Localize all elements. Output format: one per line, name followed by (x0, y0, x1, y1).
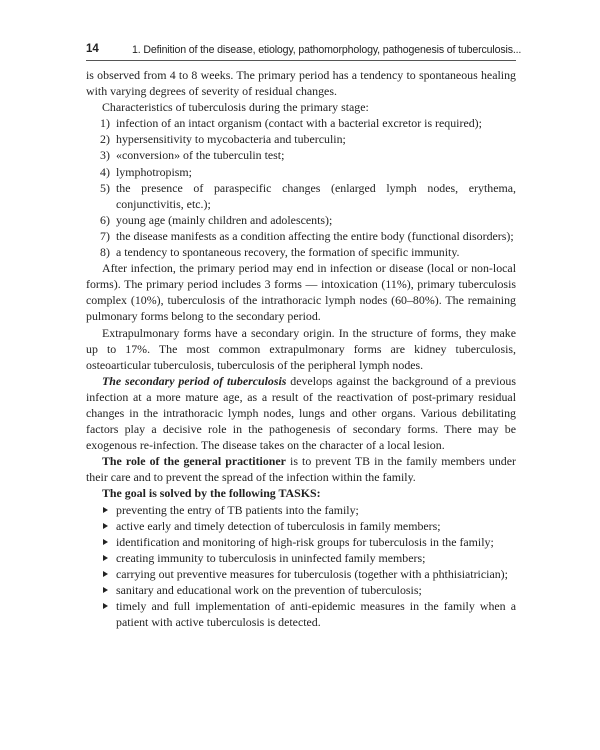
characteristic-text: the presence of paraspecific changes (enlarged lymph nodes, erythema, conjunctivitis, etc.); (116, 180, 516, 211)
triangle-bullet-icon (103, 539, 108, 545)
characteristic-text: a tendency to spontaneous recovery, the formation of specific immunity. (116, 245, 460, 260)
list-marker: 5) (100, 180, 110, 195)
tasks-list (86, 502, 516, 631)
task-item (86, 534, 516, 550)
task-item (86, 582, 516, 598)
characteristic-text: hypersensitivity to mycobacteria and tuberculin; (116, 132, 346, 147)
page-body (86, 67, 516, 630)
characteristic-item (86, 244, 516, 260)
list-marker: 7) (100, 228, 110, 243)
page-number: 14 (86, 43, 99, 55)
secondary-period-text: develops against the background of a previous infection at a more mature age, as a result of the reactivation of post-primary residual changes in the intrathoracic lymph nodes, lungs and other organs. Various debilitating factors play a decisive role in the pathogenesis of secondary forms. There may be exogenous re-infection. The disease takes on the character of a local lesion. (86, 373, 516, 453)
paragraph-secondary-period (86, 373, 516, 453)
tasks-heading: The goal is solved by the following TASKS: (102, 486, 321, 501)
characteristics-list (86, 115, 516, 260)
characteristic-item (86, 164, 516, 180)
triangle-bullet-icon (103, 571, 108, 577)
characteristics-intro: Characteristics of tuberculosis during the primary stage: (102, 100, 369, 115)
task-item (86, 518, 516, 534)
list-marker: 2) (100, 132, 110, 147)
secondary-period-term: The secondary period of tuberculosis (102, 373, 287, 388)
running-header (86, 40, 522, 61)
characteristic-item (86, 147, 516, 163)
list-marker: 8) (100, 245, 110, 260)
task-text: carrying out preventive measures for tuberculosis (together with a phthisiatrician); (116, 566, 508, 581)
characteristic-item (86, 228, 516, 244)
task-text: preventing the entry of TB patients into the family; (116, 502, 359, 517)
triangle-bullet-icon (103, 603, 108, 609)
list-marker: 3) (100, 148, 110, 163)
characteristic-item (86, 131, 516, 147)
list-marker: 6) (100, 212, 110, 227)
task-text: timely and full implementation of anti-epidemic measures in the family when a patient with active tuberculosis is detected. (116, 599, 516, 630)
task-item (86, 566, 516, 582)
task-text: creating immunity to tuberculosis in uninfected family members; (116, 550, 426, 565)
task-text: identification and monitoring of high-risk groups for tuberculosis in the family; (116, 534, 494, 549)
paragraph-primary-period: is observed from 4 to 8 weeks. The primary period has a tendency to spontaneous healing with varying degrees of severity of residual changes. (86, 68, 516, 99)
characteristic-text: the disease manifests as a condition affecting the entire body (functional disorders); (116, 228, 514, 243)
characteristic-item (86, 115, 516, 131)
gp-role-text: is to prevent TB in the family members under their care and to prevent the spread of the infection within the family. (86, 454, 516, 485)
triangle-bullet-icon (103, 555, 108, 561)
characteristic-text: infection of an intact organism (contact with a bacterial excretor is required); (116, 116, 482, 131)
gp-role-term: The role of the general practitioner (102, 454, 286, 469)
paragraph-primary-forms: After infection, the primary period may end in infection or disease (local or non-local forms). The primary period includes 3 forms — intoxication (11%), primary tuberculosis complex (10%), tuberculosis of the intrathoracic lymph nodes (60–80%). The remaining pulmonary forms belong to the secondary period. (86, 261, 516, 324)
chapter-title: 1. Definition of the disease, etiology, pathomorphology, pathogenesis of tuberculosis... (132, 44, 522, 56)
list-marker: 1) (100, 116, 110, 131)
characteristic-text: «conversion» of the tuberculin test; (116, 148, 285, 163)
characteristic-text: young age (mainly children and adolescents); (116, 212, 333, 227)
triangle-bullet-icon (103, 587, 108, 593)
task-text: active early and timely detection of tuberculosis in family members; (116, 518, 441, 533)
characteristic-item (86, 212, 516, 228)
list-marker: 4) (100, 164, 110, 179)
task-item (86, 502, 516, 518)
triangle-bullet-icon (103, 507, 108, 513)
task-text: sanitary and educational work on the prevention of tuberculosis; (116, 583, 422, 597)
paragraph-extrapulmonary: Extrapulmonary forms have a secondary origin. In the structure of forms, they make up to 17%. The most common extrapulmonary forms are kidney tuberculosis, osteoarticular tuberculosis, tuberculosis of the peripheral lymph nodes. (86, 325, 516, 372)
triangle-bullet-icon (103, 523, 108, 529)
paragraph-gp-role (86, 453, 516, 485)
characteristic-item (86, 180, 516, 212)
task-item (86, 550, 516, 566)
characteristic-text: lymphotropism; (116, 164, 192, 179)
task-item (86, 598, 516, 630)
